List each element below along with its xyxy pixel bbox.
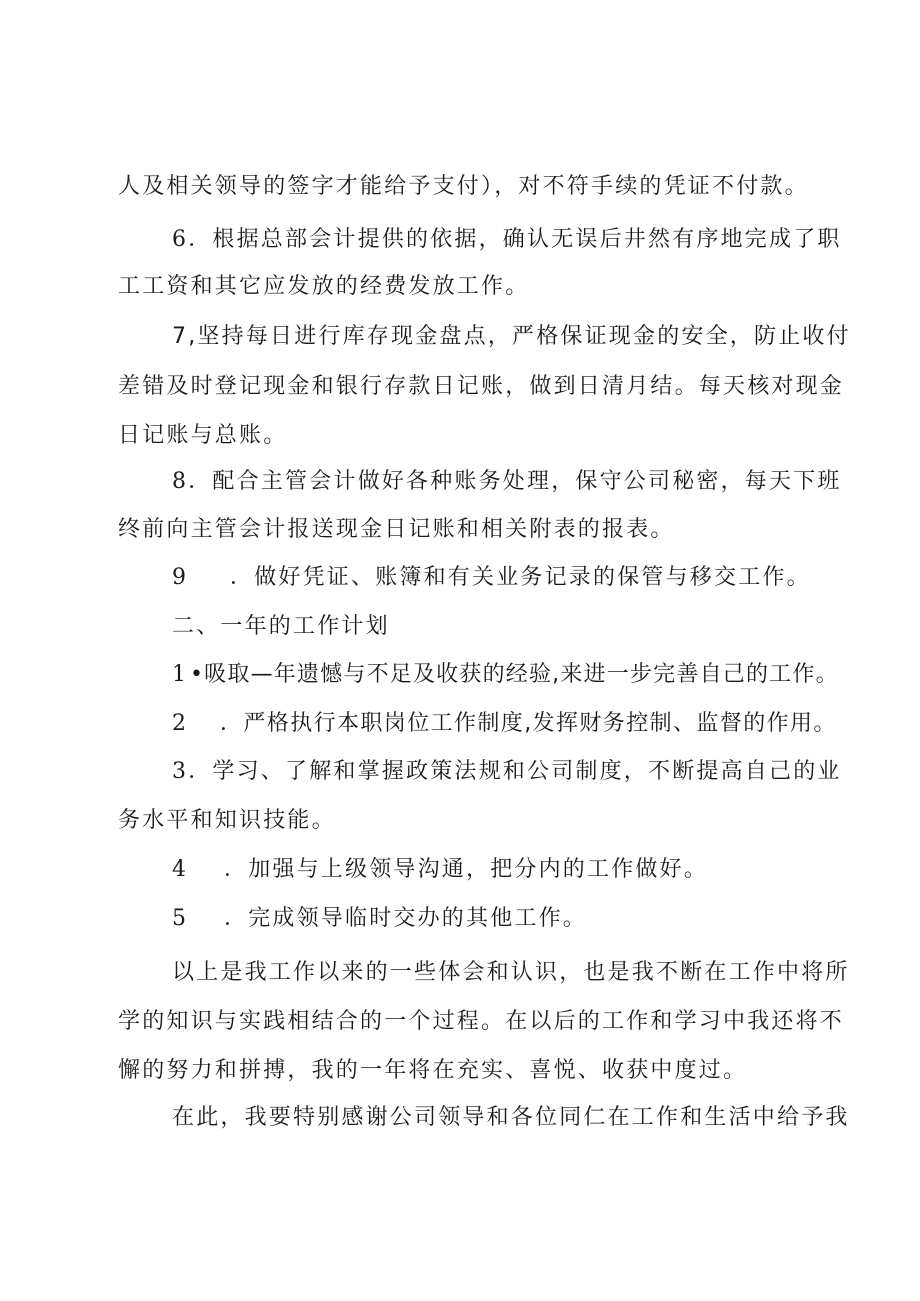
text-line: 7,坚持每日进行库存现金盘点，严格保证现金的安全，防止收付 (172, 324, 851, 349)
item-number: 8 (172, 469, 189, 494)
text-line: 人及相关领导的签字才能给予支付），对不符手续的凭证不付款。 (118, 174, 809, 199)
item-number: 5 (172, 906, 189, 931)
list-item-8 (172, 467, 842, 497)
item-number: 1 (172, 662, 188, 687)
item-number: 3 (172, 759, 189, 784)
text-line: ．严格执行本职岗位工作制度,发挥财务控制、监督的作用。 (220, 711, 837, 736)
list-item-3 (172, 757, 842, 787)
text-line: 务水平和知识技能。 (118, 808, 336, 833)
text-line: 差错及时登记现金和银行存款日记账，做到日清月结。每天核对现金 (118, 374, 845, 399)
item-number: 2 (172, 711, 188, 736)
text-line: 工工资和其它应发放的经费发放工作。 (118, 274, 530, 299)
list-item-1 (172, 660, 839, 690)
item-number: 6 (172, 227, 189, 252)
text-line: ．加强与上级领导沟通，把分内的工作做好。 (224, 857, 709, 882)
list-item-9 (172, 563, 811, 593)
text-line: ．学习、了解和掌握政策法规和公司制度，不断提高自己的业 (188, 759, 842, 784)
text-line: ．配合主管会计做好各种账务处理，保守公司秘密，每天下班 (188, 469, 842, 494)
list-item-6 (172, 225, 842, 255)
list-item-4 (172, 855, 708, 885)
section-heading: 二、一年的工作计划 (172, 614, 390, 639)
item-number: 4 (172, 857, 189, 882)
list-item-2 (172, 709, 837, 739)
text-line: 懈的努力和拼搏，我的一年将在充实、喜悦、收获中度过。 (118, 1058, 748, 1083)
text-line: •吸取—年遗憾与不足及收获的经验,来进一步完善自己的工作。 (190, 662, 839, 687)
text-line: 终前向主管会计报送现金日记账和相关附表的报表。 (118, 517, 675, 542)
item-number: 9 (172, 565, 189, 590)
text-line: ．根据总部会计提供的依据，确认无误后井然有序地完成了职 (188, 227, 842, 252)
text-line: 学的知识与实践相结合的一个过程。在以后的工作和学习中我还将不 (118, 1009, 845, 1034)
list-item-5 (172, 904, 587, 934)
text-line: 在此，我要特别感谢公司领导和各位同仁在工作和生活中给予我 (172, 1105, 850, 1130)
text-line: ．完成领导临时交办的其他工作。 (224, 906, 588, 931)
text-line: 以上是我工作以来的一些体会和认识，也是我不断在工作中将所 (172, 960, 850, 985)
text-line: ．做好凭证、账簿和有关业务记录的保管与移交工作。 (230, 565, 811, 590)
text-line: 日记账与总账。 (118, 423, 288, 448)
